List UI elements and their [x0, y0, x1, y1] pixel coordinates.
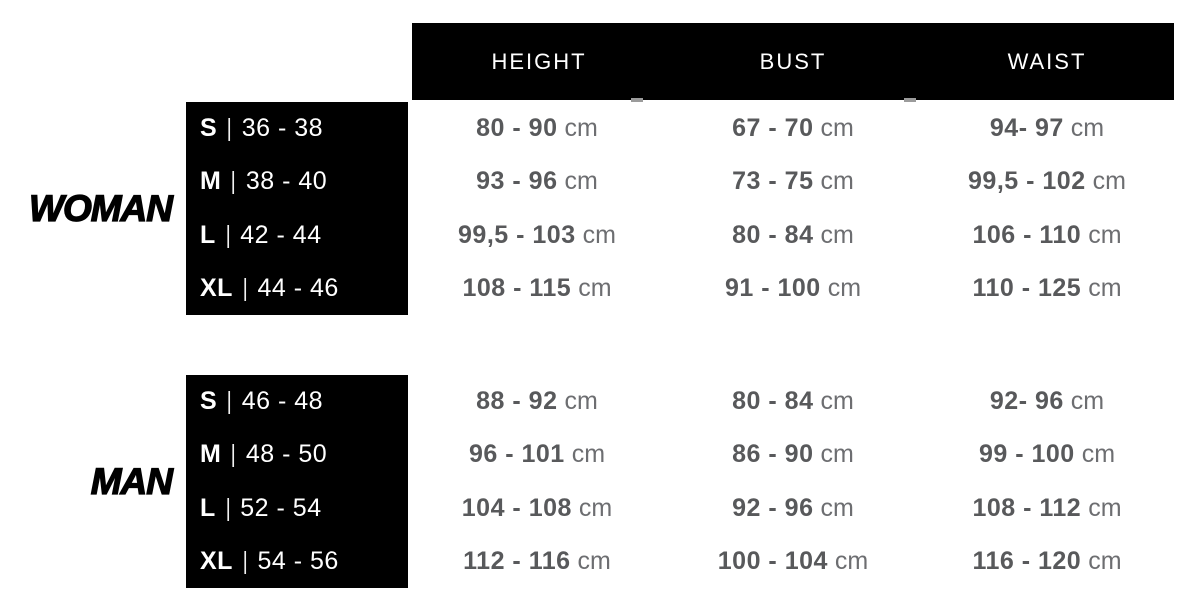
value-unit: cm [820, 493, 854, 522]
value-number: 99,5 - 102 [968, 167, 1086, 196]
value-woman-m-height [408, 155, 666, 208]
value-man-l-height [408, 482, 666, 535]
value-man-m-waist [920, 428, 1174, 481]
value-woman-l-height [408, 209, 666, 262]
size-range: 52 - 54 [240, 493, 322, 522]
column-header-waist: WAIST [1007, 48, 1087, 74]
value-number: 91 - 100 [724, 273, 821, 302]
value-number: 106 - 110 [972, 220, 1082, 249]
value-number: 92 - 96 [732, 493, 814, 522]
value-number: 108 - 112 [972, 493, 1082, 522]
size-cell-man-l [186, 482, 408, 535]
table-header-bar [412, 23, 1174, 100]
value-unit: cm [1070, 387, 1105, 416]
value-woman-xl-height [408, 262, 666, 315]
size-range: 48 - 50 [245, 440, 328, 469]
size-letter: S [200, 114, 218, 143]
value-man-m-height [408, 428, 666, 481]
value-unit: cm [564, 167, 598, 196]
value-woman-m-waist [920, 155, 1174, 208]
size-range: 54 - 56 [257, 546, 339, 575]
value-number: 88 - 92 [476, 387, 558, 416]
size-cell-man-s [186, 375, 408, 428]
size-separator: | [226, 114, 233, 143]
size-cell-woman-m [186, 155, 408, 208]
size-cell-woman-xl [186, 262, 408, 315]
size-letter: XL [200, 273, 233, 302]
size-letter: XL [200, 546, 233, 575]
size-letter: L [200, 493, 216, 522]
group-label-woman: WOMAN [29, 187, 172, 229]
value-unit: cm [820, 440, 854, 469]
value-number: 80 - 84 [732, 220, 814, 249]
value-unit: cm [820, 167, 854, 196]
value-unit: cm [1088, 220, 1122, 249]
value-woman-xl-waist [920, 262, 1174, 315]
value-unit: cm [571, 440, 606, 469]
value-number: 99,5 - 103 [458, 220, 576, 249]
value-number: 80 - 90 [476, 114, 558, 143]
size-separator: | [230, 440, 237, 469]
value-woman-xl-bust [666, 262, 920, 315]
size-separator: | [225, 493, 231, 522]
woman-section [0, 102, 1174, 315]
size-cell-man-xl [186, 535, 408, 588]
value-man-s-bust [666, 375, 920, 428]
value-number: 86 - 90 [732, 440, 814, 469]
value-woman-l-bust [666, 209, 920, 262]
size-separator: | [225, 220, 231, 249]
value-number: 116 - 120 [972, 546, 1082, 575]
size-letter: M [200, 167, 222, 196]
size-separator: | [226, 387, 233, 416]
value-unit: cm [1081, 440, 1116, 469]
size-separator: | [242, 273, 248, 302]
size-cell-woman-l [186, 209, 408, 262]
value-number: 112 - 116 [463, 546, 571, 575]
value-number: 99 - 100 [978, 440, 1075, 469]
group-cell-man [0, 375, 186, 588]
value-unit: cm [577, 546, 611, 575]
value-woman-s-waist [920, 102, 1174, 155]
size-letter: M [200, 440, 222, 469]
value-unit: cm [564, 387, 598, 416]
value-unit: cm [564, 114, 598, 143]
value-number: 100 - 104 [717, 546, 828, 575]
value-unit: cm [820, 220, 854, 249]
size-range: 36 - 38 [241, 114, 324, 143]
value-unit: cm [1088, 546, 1122, 575]
value-man-l-bust [666, 482, 920, 535]
value-unit: cm [1070, 114, 1105, 143]
size-range: 46 - 48 [241, 387, 324, 416]
value-number: 67 - 70 [732, 114, 814, 143]
value-woman-s-bust [666, 102, 920, 155]
value-man-m-bust [666, 428, 920, 481]
value-unit: cm [1088, 493, 1122, 522]
value-unit: cm [578, 273, 612, 302]
column-header-height: HEIGHT [491, 48, 587, 74]
value-number: 110 - 125 [972, 273, 1082, 302]
value-man-s-waist [920, 375, 1174, 428]
size-range: 44 - 46 [257, 273, 339, 302]
value-number: 80 - 84 [732, 387, 814, 416]
value-man-xl-waist [920, 535, 1174, 588]
value-unit: cm [582, 220, 616, 249]
size-cell-woman-s [186, 102, 408, 155]
value-man-xl-height [408, 535, 666, 588]
value-unit: cm [827, 273, 862, 302]
size-range: 42 - 44 [240, 220, 322, 249]
value-man-xl-bust [666, 535, 920, 588]
size-range: 38 - 40 [245, 167, 328, 196]
value-woman-m-bust [666, 155, 920, 208]
value-number: 104 - 108 [461, 493, 572, 522]
value-man-s-height [408, 375, 666, 428]
size-letter: L [200, 220, 216, 249]
column-header-bust: BUST [759, 48, 827, 74]
value-number: 96 - 101 [468, 440, 565, 469]
value-number: 108 - 115 [462, 273, 572, 302]
group-cell-woman [0, 102, 186, 315]
man-section [0, 375, 1174, 588]
value-number: 94- 97 [989, 114, 1064, 143]
size-separator: | [230, 167, 237, 196]
value-unit: cm [834, 546, 869, 575]
value-number: 73 - 75 [732, 167, 814, 196]
group-label-man: MAN [90, 460, 172, 502]
value-woman-l-waist [920, 209, 1174, 262]
value-unit: cm [820, 387, 854, 416]
value-unit: cm [1092, 167, 1126, 196]
value-man-l-waist [920, 482, 1174, 535]
value-unit: cm [820, 114, 854, 143]
size-letter: S [200, 387, 218, 416]
value-number: 93 - 96 [476, 167, 558, 196]
size-cell-man-m [186, 428, 408, 481]
size-separator: | [242, 546, 248, 575]
value-number: 92- 96 [989, 387, 1064, 416]
value-unit: cm [1088, 273, 1122, 302]
value-unit: cm [578, 493, 613, 522]
value-woman-s-height [408, 102, 666, 155]
